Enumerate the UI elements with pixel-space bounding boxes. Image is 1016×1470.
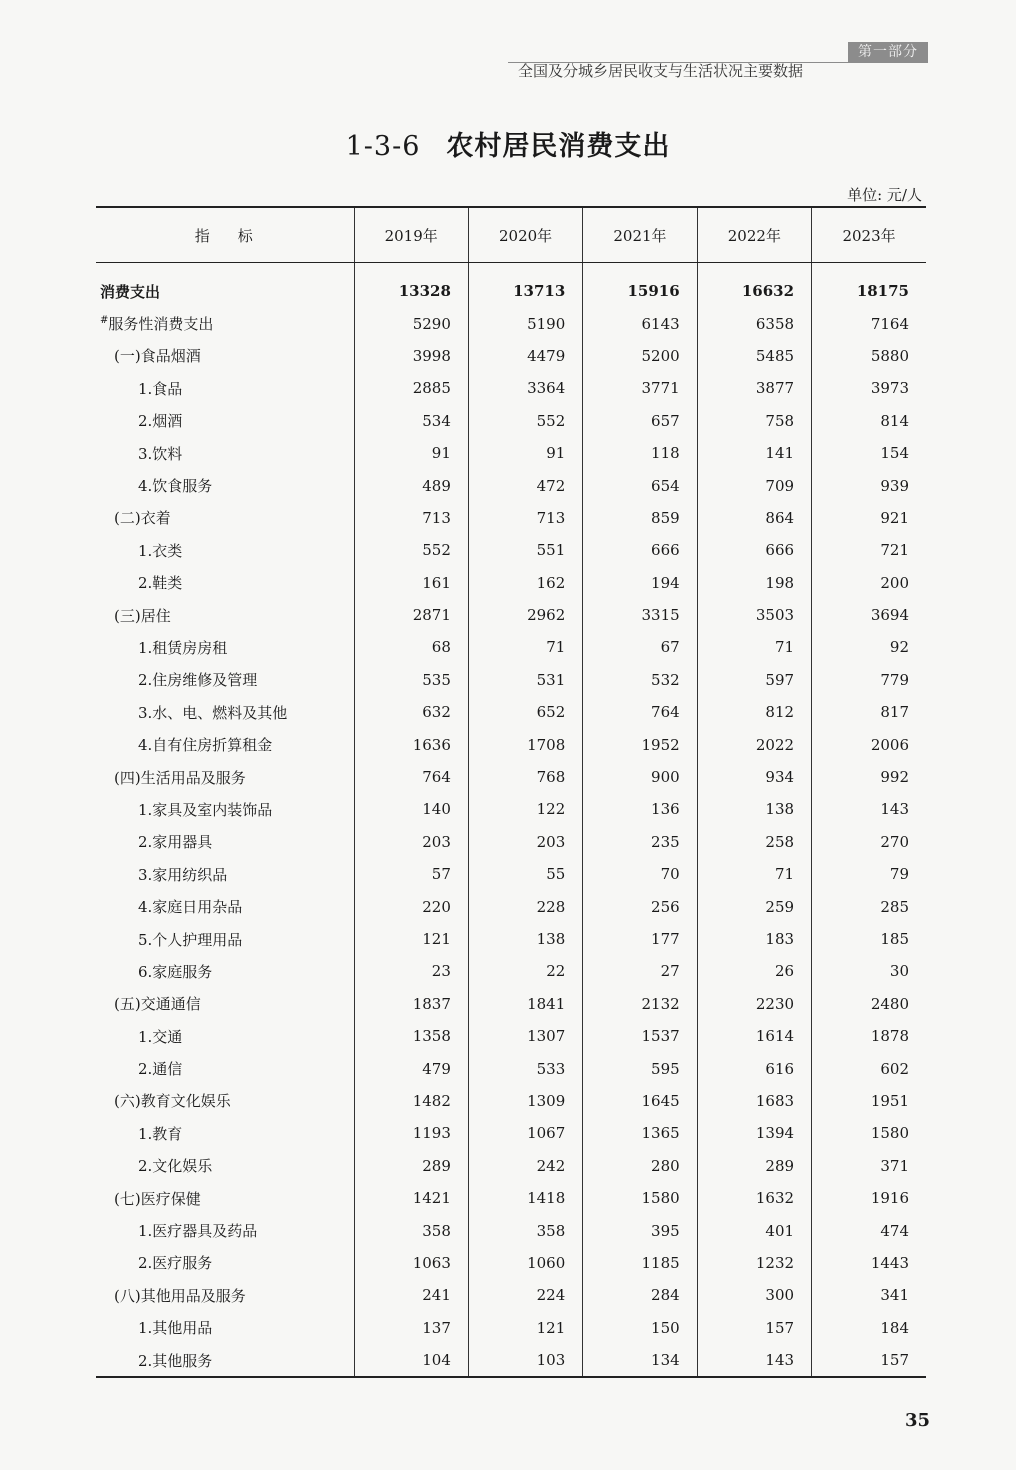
value-cell: 1636 [354, 728, 468, 760]
row-label: 5.个人护理用品 [138, 930, 243, 949]
table-row [96, 567, 926, 599]
value-cell: 1580 [812, 1117, 926, 1149]
row-label-cell [96, 1052, 354, 1084]
row-label: 3.饮料 [138, 444, 183, 463]
value-cell: 2962 [468, 599, 582, 631]
row-label: (五)交通通信 [114, 995, 201, 1014]
value-cell: 341 [812, 1279, 926, 1311]
value-cell: 1421 [354, 1182, 468, 1214]
value-cell: 2871 [354, 599, 468, 631]
value-cell: 70 [583, 858, 697, 890]
value-cell: 122 [468, 793, 582, 825]
value-cell: 121 [468, 1312, 582, 1344]
row-label: (一)食品烟酒 [114, 347, 201, 366]
value-cell: 154 [812, 437, 926, 469]
row-label: (六)教育文化娱乐 [114, 1092, 231, 1111]
table-row [96, 858, 926, 890]
row-label-cell [96, 567, 354, 599]
row-label-cell [96, 534, 354, 566]
table-row [96, 890, 926, 922]
value-cell: 817 [812, 696, 926, 728]
row-label: 1.食品 [138, 379, 183, 398]
value-cell: 71 [697, 631, 811, 663]
value-cell: 1614 [697, 1020, 811, 1052]
row-label: (七)医疗保健 [114, 1189, 201, 1208]
value-cell: 143 [812, 793, 926, 825]
row-label-cell [96, 955, 354, 987]
row-label: 1.衣类 [138, 541, 183, 560]
row-label: 4.自有住房折算租金 [138, 736, 273, 755]
value-cell: 3973 [812, 372, 926, 404]
table-row [96, 1150, 926, 1182]
value-cell: 2006 [812, 728, 926, 760]
value-cell: 812 [697, 696, 811, 728]
unit-label: 单位: 元/人 [847, 186, 922, 204]
table-body [96, 263, 926, 1378]
table-row [96, 1344, 926, 1377]
row-label: 1.医疗器具及药品 [138, 1222, 258, 1241]
value-cell: 289 [697, 1150, 811, 1182]
value-cell: 220 [354, 890, 468, 922]
value-cell: 489 [354, 469, 468, 501]
value-cell: 479 [354, 1052, 468, 1084]
value-cell: 764 [583, 696, 697, 728]
table-row [96, 988, 926, 1020]
value-cell: 472 [468, 469, 582, 501]
value-cell: 768 [468, 761, 582, 793]
row-label: (四)生活用品及服务 [114, 768, 246, 787]
table-row [96, 372, 926, 404]
value-cell: 992 [812, 761, 926, 793]
value-cell: 921 [812, 502, 926, 534]
value-cell: 3694 [812, 599, 926, 631]
value-cell: 79 [812, 858, 926, 890]
value-cell: 5200 [583, 340, 697, 372]
row-label: 2.烟酒 [138, 412, 183, 431]
value-cell: 666 [583, 534, 697, 566]
value-cell: 138 [697, 793, 811, 825]
table-row [96, 437, 926, 469]
value-cell: 597 [697, 664, 811, 696]
value-cell: 1952 [583, 728, 697, 760]
row-label: (二)衣着 [114, 509, 171, 528]
table-row [96, 1247, 926, 1279]
value-cell: 134 [583, 1344, 697, 1377]
value-cell: 6143 [583, 307, 697, 339]
value-cell: 256 [583, 890, 697, 922]
row-label-cell [96, 1020, 354, 1052]
table-row [96, 502, 926, 534]
row-label: 2.医疗服务 [138, 1254, 213, 1273]
value-cell: 939 [812, 469, 926, 501]
row-label-cell [96, 469, 354, 501]
row-label-cell [96, 1085, 354, 1117]
row-label-cell [96, 988, 354, 1020]
value-cell: 616 [697, 1052, 811, 1084]
value-cell: 632 [354, 696, 468, 728]
year-header: 2023年 [812, 207, 926, 263]
value-cell: 162 [468, 567, 582, 599]
value-cell: 2132 [583, 988, 697, 1020]
row-label-cell [96, 1214, 354, 1246]
value-cell: 474 [812, 1214, 926, 1246]
value-cell: 241 [354, 1279, 468, 1311]
table-row [96, 275, 926, 307]
table-row [96, 599, 926, 631]
value-cell: 22 [468, 955, 582, 987]
value-cell: 1683 [697, 1085, 811, 1117]
row-label: 2.通信 [138, 1060, 183, 1079]
table-row [96, 1214, 926, 1246]
row-label: 2.文化娱乐 [138, 1157, 213, 1176]
value-cell: 666 [697, 534, 811, 566]
row-label-cell [96, 372, 354, 404]
value-cell: 228 [468, 890, 582, 922]
value-cell: 552 [354, 534, 468, 566]
value-cell: 137 [354, 1312, 468, 1344]
year-header: 2021年 [583, 207, 697, 263]
row-label-cell [96, 1312, 354, 1344]
spacer-row [96, 263, 926, 276]
value-cell: 280 [583, 1150, 697, 1182]
table-row [96, 955, 926, 987]
value-cell: 533 [468, 1052, 582, 1084]
value-cell: 358 [468, 1214, 582, 1246]
table-row [96, 534, 926, 566]
value-cell: 104 [354, 1344, 468, 1377]
value-cell: 300 [697, 1279, 811, 1311]
row-label-cell [96, 1344, 354, 1377]
value-cell: 764 [354, 761, 468, 793]
value-cell: 91 [468, 437, 582, 469]
row-label: 1.教育 [138, 1124, 183, 1143]
value-cell: 6358 [697, 307, 811, 339]
value-cell: 57 [354, 858, 468, 890]
row-label-cell [96, 340, 354, 372]
row-label-cell [96, 1117, 354, 1149]
value-cell: 1358 [354, 1020, 468, 1052]
value-cell: 138 [468, 923, 582, 955]
value-cell: 198 [697, 567, 811, 599]
value-cell: 184 [812, 1312, 926, 1344]
consumption-table [96, 206, 926, 1378]
row-label: 4.家庭日用杂品 [138, 898, 243, 917]
value-cell: 1837 [354, 988, 468, 1020]
value-cell: 654 [583, 469, 697, 501]
value-cell: 103 [468, 1344, 582, 1377]
value-cell: 15916 [583, 275, 697, 307]
value-cell: 289 [354, 1150, 468, 1182]
row-label-cell [96, 664, 354, 696]
value-cell: 713 [468, 502, 582, 534]
value-cell: 1645 [583, 1085, 697, 1117]
value-cell: 67 [583, 631, 697, 663]
table-row [96, 631, 926, 663]
value-cell: 1067 [468, 1117, 582, 1149]
value-cell: 30 [812, 955, 926, 987]
value-cell: 2480 [812, 988, 926, 1020]
value-cell: 1307 [468, 1020, 582, 1052]
row-label-cell [96, 307, 354, 339]
value-cell: 5190 [468, 307, 582, 339]
value-cell: 157 [697, 1312, 811, 1344]
table-row [96, 1052, 926, 1084]
row-label: 3.水、电、燃料及其他 [138, 703, 288, 722]
row-label-cell [96, 923, 354, 955]
row-label-cell [96, 1247, 354, 1279]
row-label-cell [96, 793, 354, 825]
value-cell: 652 [468, 696, 582, 728]
value-cell: 194 [583, 567, 697, 599]
value-cell: 1418 [468, 1182, 582, 1214]
value-cell: 758 [697, 405, 811, 437]
value-cell: 713 [354, 502, 468, 534]
row-label-cell [96, 1279, 354, 1311]
table-row [96, 405, 926, 437]
value-cell: 1951 [812, 1085, 926, 1117]
row-label-cell [96, 890, 354, 922]
part-label: 第一部分 [848, 42, 928, 62]
row-label: 1.其他用品 [138, 1319, 213, 1338]
value-cell: 224 [468, 1279, 582, 1311]
row-label-cell [96, 858, 354, 890]
value-cell: 140 [354, 793, 468, 825]
value-cell: 5485 [697, 340, 811, 372]
value-cell: 161 [354, 567, 468, 599]
table-row [96, 793, 926, 825]
value-cell: 270 [812, 826, 926, 858]
table-row [96, 1312, 926, 1344]
table-row [96, 340, 926, 372]
value-cell: 1878 [812, 1020, 926, 1052]
table-row [96, 664, 926, 696]
value-cell: 203 [354, 826, 468, 858]
value-cell: 595 [583, 1052, 697, 1084]
value-cell: 709 [697, 469, 811, 501]
row-label: 4.饮食服务 [138, 477, 213, 496]
row-label-cell [96, 437, 354, 469]
value-cell: 1193 [354, 1117, 468, 1149]
table-row [96, 923, 926, 955]
value-cell: 552 [468, 405, 582, 437]
value-cell: 235 [583, 826, 697, 858]
value-cell: 3771 [583, 372, 697, 404]
row-label-cell [96, 405, 354, 437]
value-cell: 1365 [583, 1117, 697, 1149]
year-header: 2019年 [354, 207, 468, 263]
value-cell: 7164 [812, 307, 926, 339]
value-cell: 1185 [583, 1247, 697, 1279]
value-cell: 551 [468, 534, 582, 566]
value-cell: 23 [354, 955, 468, 987]
value-cell: 1916 [812, 1182, 926, 1214]
row-label: 1.家具及室内装饰品 [138, 800, 273, 819]
row-label: 1.交通 [138, 1027, 183, 1046]
value-cell: 401 [697, 1214, 811, 1246]
value-cell: 779 [812, 664, 926, 696]
value-cell: 934 [697, 761, 811, 793]
row-label: (三)居住 [114, 606, 171, 625]
table-row [96, 761, 926, 793]
row-label: 服务性消费支出 [108, 315, 214, 334]
value-cell: 92 [812, 631, 926, 663]
value-cell: 26 [697, 955, 811, 987]
value-cell: 602 [812, 1052, 926, 1084]
row-label-cell [96, 275, 354, 307]
value-cell: 1632 [697, 1182, 811, 1214]
row-label: 2.鞋类 [138, 574, 183, 593]
table-number: 1-3-6 [345, 131, 421, 162]
value-cell: 657 [583, 405, 697, 437]
value-cell: 157 [812, 1344, 926, 1377]
value-cell: 1394 [697, 1117, 811, 1149]
value-cell: 203 [468, 826, 582, 858]
table-row [96, 826, 926, 858]
value-cell: 721 [812, 534, 926, 566]
value-cell: 864 [697, 502, 811, 534]
value-cell: 242 [468, 1150, 582, 1182]
value-cell: 3364 [468, 372, 582, 404]
value-cell: 5290 [354, 307, 468, 339]
table-title [0, 124, 1016, 163]
value-cell: 1580 [583, 1182, 697, 1214]
value-cell: 13328 [354, 275, 468, 307]
row-label-cell [96, 599, 354, 631]
row-label-cell [96, 1182, 354, 1214]
footnote-mark: # [100, 315, 109, 327]
table-row [96, 1085, 926, 1117]
row-label: 2.住房维修及管理 [138, 671, 258, 690]
value-cell: 18175 [812, 275, 926, 307]
value-cell: 71 [697, 858, 811, 890]
table-row [96, 1117, 926, 1149]
row-label-cell [96, 631, 354, 663]
value-cell: 185 [812, 923, 926, 955]
value-cell: 1841 [468, 988, 582, 1020]
value-cell: 1443 [812, 1247, 926, 1279]
value-cell: 284 [583, 1279, 697, 1311]
row-label-cell [96, 728, 354, 760]
value-cell: 1232 [697, 1247, 811, 1279]
value-cell: 3315 [583, 599, 697, 631]
value-cell: 118 [583, 437, 697, 469]
value-cell: 91 [354, 437, 468, 469]
value-cell: 3877 [697, 372, 811, 404]
value-cell: 200 [812, 567, 926, 599]
section-title: 全国及分城乡居民收支与生活状况主要数据 [518, 62, 804, 80]
row-label: 3.家用纺织品 [138, 865, 228, 884]
value-cell: 68 [354, 631, 468, 663]
value-cell: 2230 [697, 988, 811, 1020]
value-cell: 531 [468, 664, 582, 696]
value-cell: 3503 [697, 599, 811, 631]
value-cell: 3998 [354, 340, 468, 372]
table-row [96, 696, 926, 728]
value-cell: 900 [583, 761, 697, 793]
row-label-cell [96, 502, 354, 534]
value-cell: 814 [812, 405, 926, 437]
row-label: 1.租赁房房租 [138, 638, 228, 657]
value-cell: 4479 [468, 340, 582, 372]
table-header-row [96, 207, 926, 263]
value-cell: 13713 [468, 275, 582, 307]
row-label-cell [96, 1150, 354, 1182]
value-cell: 143 [697, 1344, 811, 1377]
value-cell: 1060 [468, 1247, 582, 1279]
value-cell: 535 [354, 664, 468, 696]
value-cell: 1063 [354, 1247, 468, 1279]
year-header: 2022年 [697, 207, 811, 263]
row-label-cell [96, 826, 354, 858]
row-label-cell [96, 696, 354, 728]
value-cell: 1537 [583, 1020, 697, 1052]
value-cell: 532 [583, 664, 697, 696]
table-title-text: 农村居民消费支出 [446, 131, 671, 162]
value-cell: 395 [583, 1214, 697, 1246]
value-cell: 859 [583, 502, 697, 534]
value-cell: 121 [354, 923, 468, 955]
row-label: 6.家庭服务 [138, 962, 213, 981]
year-header: 2020年 [468, 207, 582, 263]
value-cell: 55 [468, 858, 582, 890]
page-number: 35 [905, 1410, 931, 1431]
value-cell: 150 [583, 1312, 697, 1344]
value-cell: 285 [812, 890, 926, 922]
value-cell: 1309 [468, 1085, 582, 1117]
table-row [96, 1020, 926, 1052]
table-row [96, 469, 926, 501]
value-cell: 1482 [354, 1085, 468, 1117]
value-cell: 371 [812, 1150, 926, 1182]
value-cell: 177 [583, 923, 697, 955]
table-row [96, 728, 926, 760]
value-cell: 136 [583, 793, 697, 825]
value-cell: 141 [697, 437, 811, 469]
value-cell: 2022 [697, 728, 811, 760]
value-cell: 5880 [812, 340, 926, 372]
value-cell: 16632 [697, 275, 811, 307]
value-cell: 1708 [468, 728, 582, 760]
value-cell: 259 [697, 890, 811, 922]
row-label: 消费支出 [100, 282, 161, 301]
table-row [96, 1279, 926, 1311]
row-label: (八)其他用品及服务 [114, 1286, 246, 1305]
value-cell: 534 [354, 405, 468, 437]
value-cell: 358 [354, 1214, 468, 1246]
value-cell: 183 [697, 923, 811, 955]
table-row [96, 1182, 926, 1214]
row-label-cell [96, 761, 354, 793]
indicator-header: 指标 [96, 207, 354, 263]
value-cell: 258 [697, 826, 811, 858]
value-cell: 71 [468, 631, 582, 663]
table-row [96, 307, 926, 339]
value-cell: 27 [583, 955, 697, 987]
row-label: 2.其他服务 [138, 1351, 213, 1370]
value-cell: 2885 [354, 372, 468, 404]
row-label: 2.家用器具 [138, 833, 213, 852]
